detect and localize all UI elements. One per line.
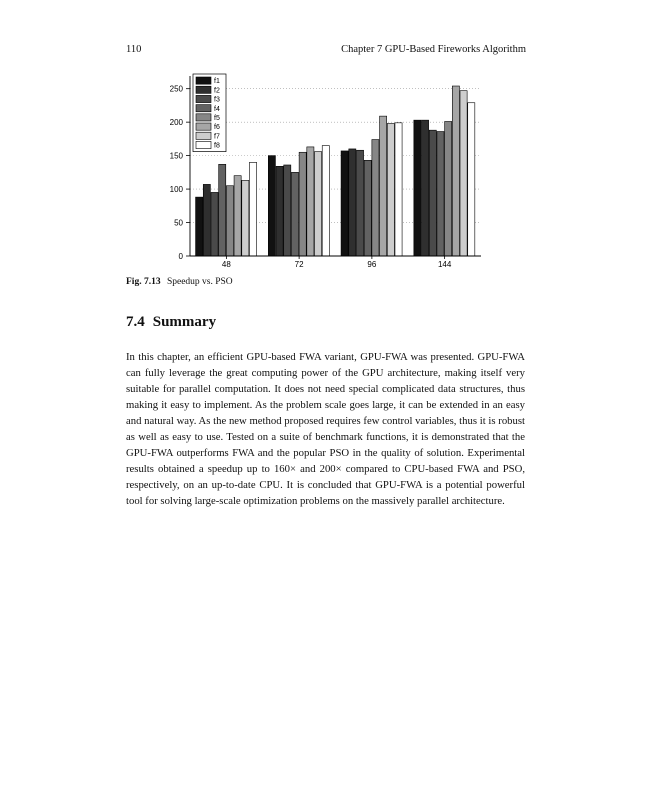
bar-f7-48 bbox=[242, 180, 249, 256]
legend-label-f5: f5 bbox=[214, 115, 220, 122]
legend-label-f3: f3 bbox=[214, 96, 220, 104]
bar-f5-96 bbox=[372, 140, 379, 256]
running-head bbox=[126, 44, 526, 60]
bar-f5-48 bbox=[226, 186, 233, 256]
figure-caption-label: Fig. 7.13 bbox=[126, 277, 161, 287]
chart-bars bbox=[196, 86, 475, 256]
bar-f8-144 bbox=[468, 103, 475, 256]
bar-f8-48 bbox=[249, 162, 256, 256]
y-tick-label: 200 bbox=[169, 118, 183, 128]
section-title: Summary bbox=[152, 314, 217, 330]
bar-f6-144 bbox=[452, 86, 459, 256]
legend-swatch-f4 bbox=[196, 105, 211, 112]
figure-caption bbox=[126, 277, 233, 287]
y-tick-label: 250 bbox=[169, 84, 183, 94]
bar-f1-96 bbox=[341, 151, 348, 256]
bar-f8-96 bbox=[395, 123, 402, 256]
summary-paragraph: In this chapter, an efficient GPU-based FWA variant, GPU-FWA was presented. GPU-FWA can fully leverage the great computing power of the GPU architecture, making itself very suitable for parallel computation. It does not need special complicated data structures, thus making it easy to implement. As the problem scale goes large, it can be extended in an easy and natural way. As the new method proposed requires few control variables, thus it is robust as well as easy to use. Tested on a suite of benchmark functions, it is demonstrated that the GPU-FWA outperforms FWA and the popular PSO in the quality of solution. Experimental results obtained a speedup up to 160× and 200× compared to CPU-based FWA and PSO, respectively, on an up-to-date CPU. It is concluded that GPU-FWA is a potential powerful tool for solving large-scale optimization problems on the massively parallel architecture. bbox=[126, 351, 525, 507]
bar-f2-72 bbox=[276, 166, 283, 256]
chapter-title: Chapter 7 GPU-Based Fireworks Algorithm bbox=[341, 44, 526, 55]
bar-f2-96 bbox=[349, 149, 356, 256]
x-tick-label: 48 bbox=[221, 260, 231, 269]
x-tick-label: 96 bbox=[367, 260, 377, 269]
bar-f6-96 bbox=[380, 116, 387, 256]
bar-f6-72 bbox=[307, 147, 314, 256]
bar-f1-48 bbox=[196, 197, 203, 256]
legend-label-f2: f2 bbox=[214, 87, 220, 95]
legend-swatch-f3 bbox=[196, 95, 211, 102]
bar-f5-72 bbox=[299, 152, 306, 256]
legend-swatch-f6 bbox=[196, 123, 211, 130]
bar-f3-72 bbox=[284, 165, 291, 256]
section-number: 7.4 bbox=[126, 314, 145, 330]
bar-f2-144 bbox=[422, 120, 429, 256]
bar-f7-96 bbox=[387, 123, 394, 256]
x-tick-label: 72 bbox=[294, 260, 304, 269]
legend-label-f1: f1 bbox=[214, 78, 220, 86]
section-heading bbox=[126, 314, 216, 331]
x-tick-label: 144 bbox=[437, 260, 452, 269]
y-tick-label: 0 bbox=[178, 252, 183, 261]
bar-f1-144 bbox=[414, 120, 421, 256]
y-tick-label: 50 bbox=[174, 218, 183, 228]
legend-swatch-f8 bbox=[196, 141, 211, 148]
legend-swatch-f2 bbox=[196, 86, 211, 93]
speedup-bar-chart bbox=[150, 68, 490, 273]
legend-label-f7: f7 bbox=[214, 133, 220, 141]
page-number: 110 bbox=[126, 44, 142, 55]
bar-f4-96 bbox=[364, 160, 371, 256]
legend-swatch-f7 bbox=[196, 132, 211, 139]
bar-f1-72 bbox=[268, 156, 275, 256]
legend-swatch-f1 bbox=[196, 77, 211, 84]
legend-swatch-f5 bbox=[196, 114, 211, 121]
bar-f3-48 bbox=[211, 192, 218, 256]
legend-label-f6: f6 bbox=[214, 124, 220, 132]
bar-f3-144 bbox=[429, 130, 436, 256]
bar-f6-48 bbox=[234, 176, 241, 256]
bar-f4-48 bbox=[219, 164, 226, 256]
y-tick-label: 100 bbox=[169, 185, 183, 195]
bar-f7-144 bbox=[460, 91, 467, 256]
bar-f5-144 bbox=[445, 121, 452, 256]
legend-label-f8: f8 bbox=[214, 142, 220, 150]
y-tick-label: 150 bbox=[169, 151, 183, 161]
bar-f7-72 bbox=[315, 152, 322, 256]
bar-f8-72 bbox=[322, 146, 329, 256]
chart-legend bbox=[193, 74, 226, 152]
legend-box bbox=[193, 74, 226, 152]
bar-f4-144 bbox=[437, 132, 444, 256]
figure-caption-text: Speedup vs. PSO bbox=[166, 277, 233, 287]
bar-f3-96 bbox=[356, 150, 363, 256]
chart-canvas bbox=[150, 68, 490, 273]
bar-f2-48 bbox=[203, 184, 210, 256]
legend-label-f4: f4 bbox=[214, 105, 220, 113]
bar-f4-72 bbox=[291, 172, 298, 256]
